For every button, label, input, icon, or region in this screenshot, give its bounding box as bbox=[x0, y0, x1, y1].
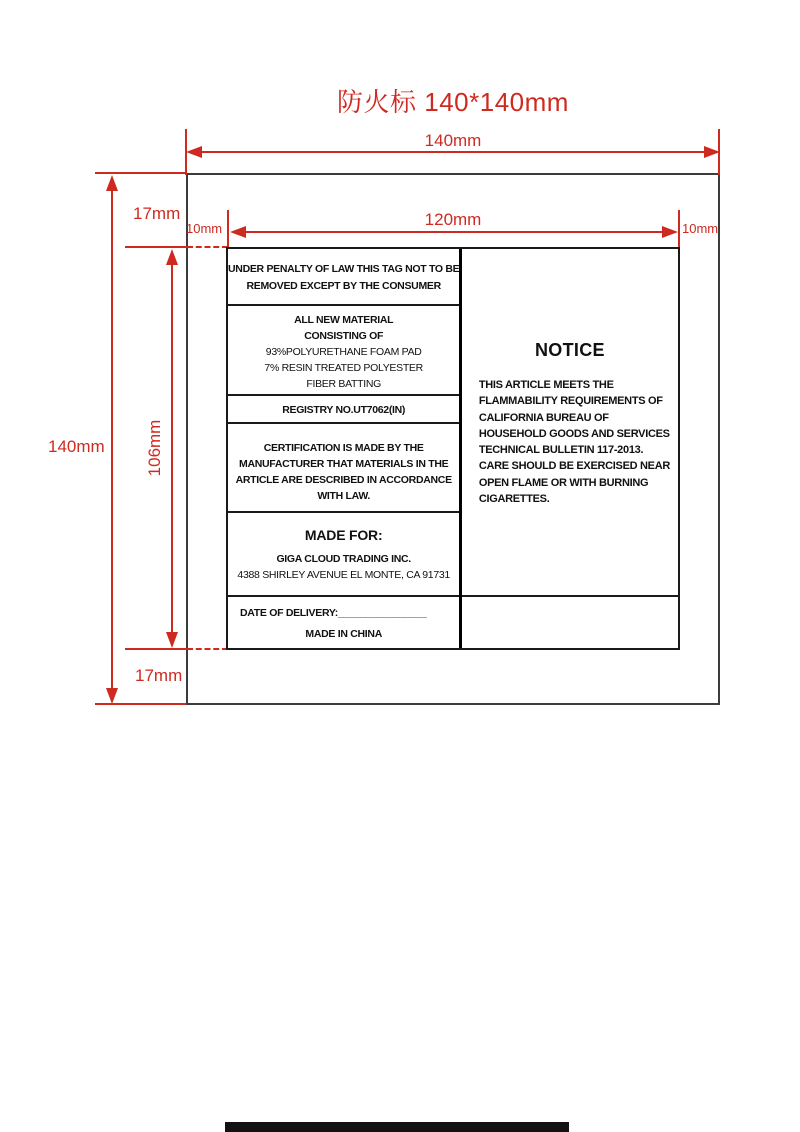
notice-line: TECHNICAL BULLETIN 117-2013. bbox=[478, 444, 644, 457]
penalty-statement-cell bbox=[228, 249, 459, 306]
bottom-black-bar bbox=[225, 1122, 569, 1132]
dim-arrow-top-width-line bbox=[199, 151, 707, 153]
material-line: FIBER BATTING bbox=[306, 378, 382, 390]
registry-number-cell bbox=[228, 396, 459, 424]
made-in-china-line: MADE IN CHINA bbox=[305, 628, 382, 640]
arrowhead-down-icon bbox=[166, 632, 178, 648]
dim-label-inner-height: 106mm bbox=[145, 419, 164, 477]
dim-tick-inner-top-dashed bbox=[187, 246, 228, 248]
certification-cell bbox=[228, 424, 459, 513]
penalty-line: UNDER PENALTY OF LAW THIS TAG NOT TO BE bbox=[228, 263, 460, 275]
dim-label-margin-top: 17mm bbox=[133, 204, 181, 223]
certification-line: CERTIFICATION IS MADE BY THE bbox=[263, 442, 424, 454]
made-for-cell bbox=[228, 513, 459, 597]
certification-line: WITH LAW. bbox=[317, 490, 371, 502]
law-label-artwork bbox=[226, 247, 680, 650]
dim-label-margin-right: 10mm bbox=[682, 221, 719, 236]
material-line: ALL NEW MATERIAL bbox=[294, 314, 394, 326]
dim-label-top-width: 140mm bbox=[424, 131, 482, 150]
dim-arrow-left-height-line bbox=[111, 188, 113, 692]
notice-line: CALIFORNIA BUREAU OF bbox=[478, 411, 609, 424]
made-for-heading: MADE FOR: bbox=[304, 527, 383, 543]
made-for-address: 4388 SHIRLEY AVENUE EL MONTE, CA 91731 bbox=[237, 569, 450, 581]
notice-line: FLAMMABILITY REQUIREMENTS OF bbox=[478, 395, 663, 408]
dim-arrow-inner-width-line bbox=[244, 231, 664, 233]
notice-body bbox=[462, 377, 678, 507]
certification-line: ARTICLE ARE DESCRIBED IN ACCORDANCE bbox=[235, 474, 452, 486]
empty-bottom-cell bbox=[462, 597, 678, 648]
dim-label-margin-left: 10mm bbox=[186, 221, 223, 236]
notice-line: OPEN FLAME OR WITH BURNING bbox=[478, 476, 649, 489]
notice-line: CIGARETTES. bbox=[478, 493, 550, 506]
notice-line: THIS ARTICLE MEETS THE bbox=[478, 379, 614, 391]
dim-tick-inner-right bbox=[678, 210, 680, 250]
dim-tick-inner-top bbox=[125, 246, 187, 248]
registry-number: REGISTRY NO.UT7062(IN) bbox=[282, 404, 406, 416]
law-label-right-column bbox=[462, 249, 678, 648]
notice-heading: NOTICE bbox=[535, 340, 605, 360]
dim-label-left-height: 140mm bbox=[48, 437, 105, 456]
material-line: 7% RESIN TREATED POLYESTER bbox=[264, 362, 423, 374]
date-of-delivery-line: DATE OF DELIVERY:________________ bbox=[240, 607, 427, 619]
law-label-left-column bbox=[228, 249, 459, 648]
dim-label-inner-width: 120mm bbox=[424, 210, 482, 229]
material-contents-cell bbox=[228, 306, 459, 396]
delivery-date-cell bbox=[228, 597, 459, 648]
arrowhead-up-icon bbox=[166, 249, 178, 265]
dim-arrow-inner-height-line bbox=[171, 262, 173, 636]
arrowhead-down-icon bbox=[106, 688, 118, 704]
dim-label-margin-bottom: 17mm bbox=[135, 666, 183, 685]
material-line: CONSISTING OF bbox=[304, 330, 384, 342]
material-line: 93%POLYURETHANE FOAM PAD bbox=[265, 346, 422, 358]
dim-tick-left-top bbox=[95, 172, 186, 174]
dim-tick-inner-bottom bbox=[125, 648, 187, 650]
page-title: 防火标 140*140mm bbox=[337, 87, 569, 117]
notice-line: CARE SHOULD BE EXERCISED NEAR bbox=[478, 460, 670, 473]
penalty-line: REMOVED EXCEPT BY THE CONSUMER bbox=[246, 280, 441, 292]
made-for-company: GIGA CLOUD TRADING INC. bbox=[276, 553, 411, 565]
arrowhead-up-icon bbox=[106, 175, 118, 191]
notice-line: HOUSEHOLD GOODS AND SERVICES bbox=[478, 427, 670, 440]
flammability-notice-cell bbox=[462, 249, 678, 597]
certification-line: MANUFACTURER THAT MATERIALS IN THE bbox=[239, 458, 449, 470]
dim-tick-inner-bottom-dashed bbox=[187, 648, 228, 650]
